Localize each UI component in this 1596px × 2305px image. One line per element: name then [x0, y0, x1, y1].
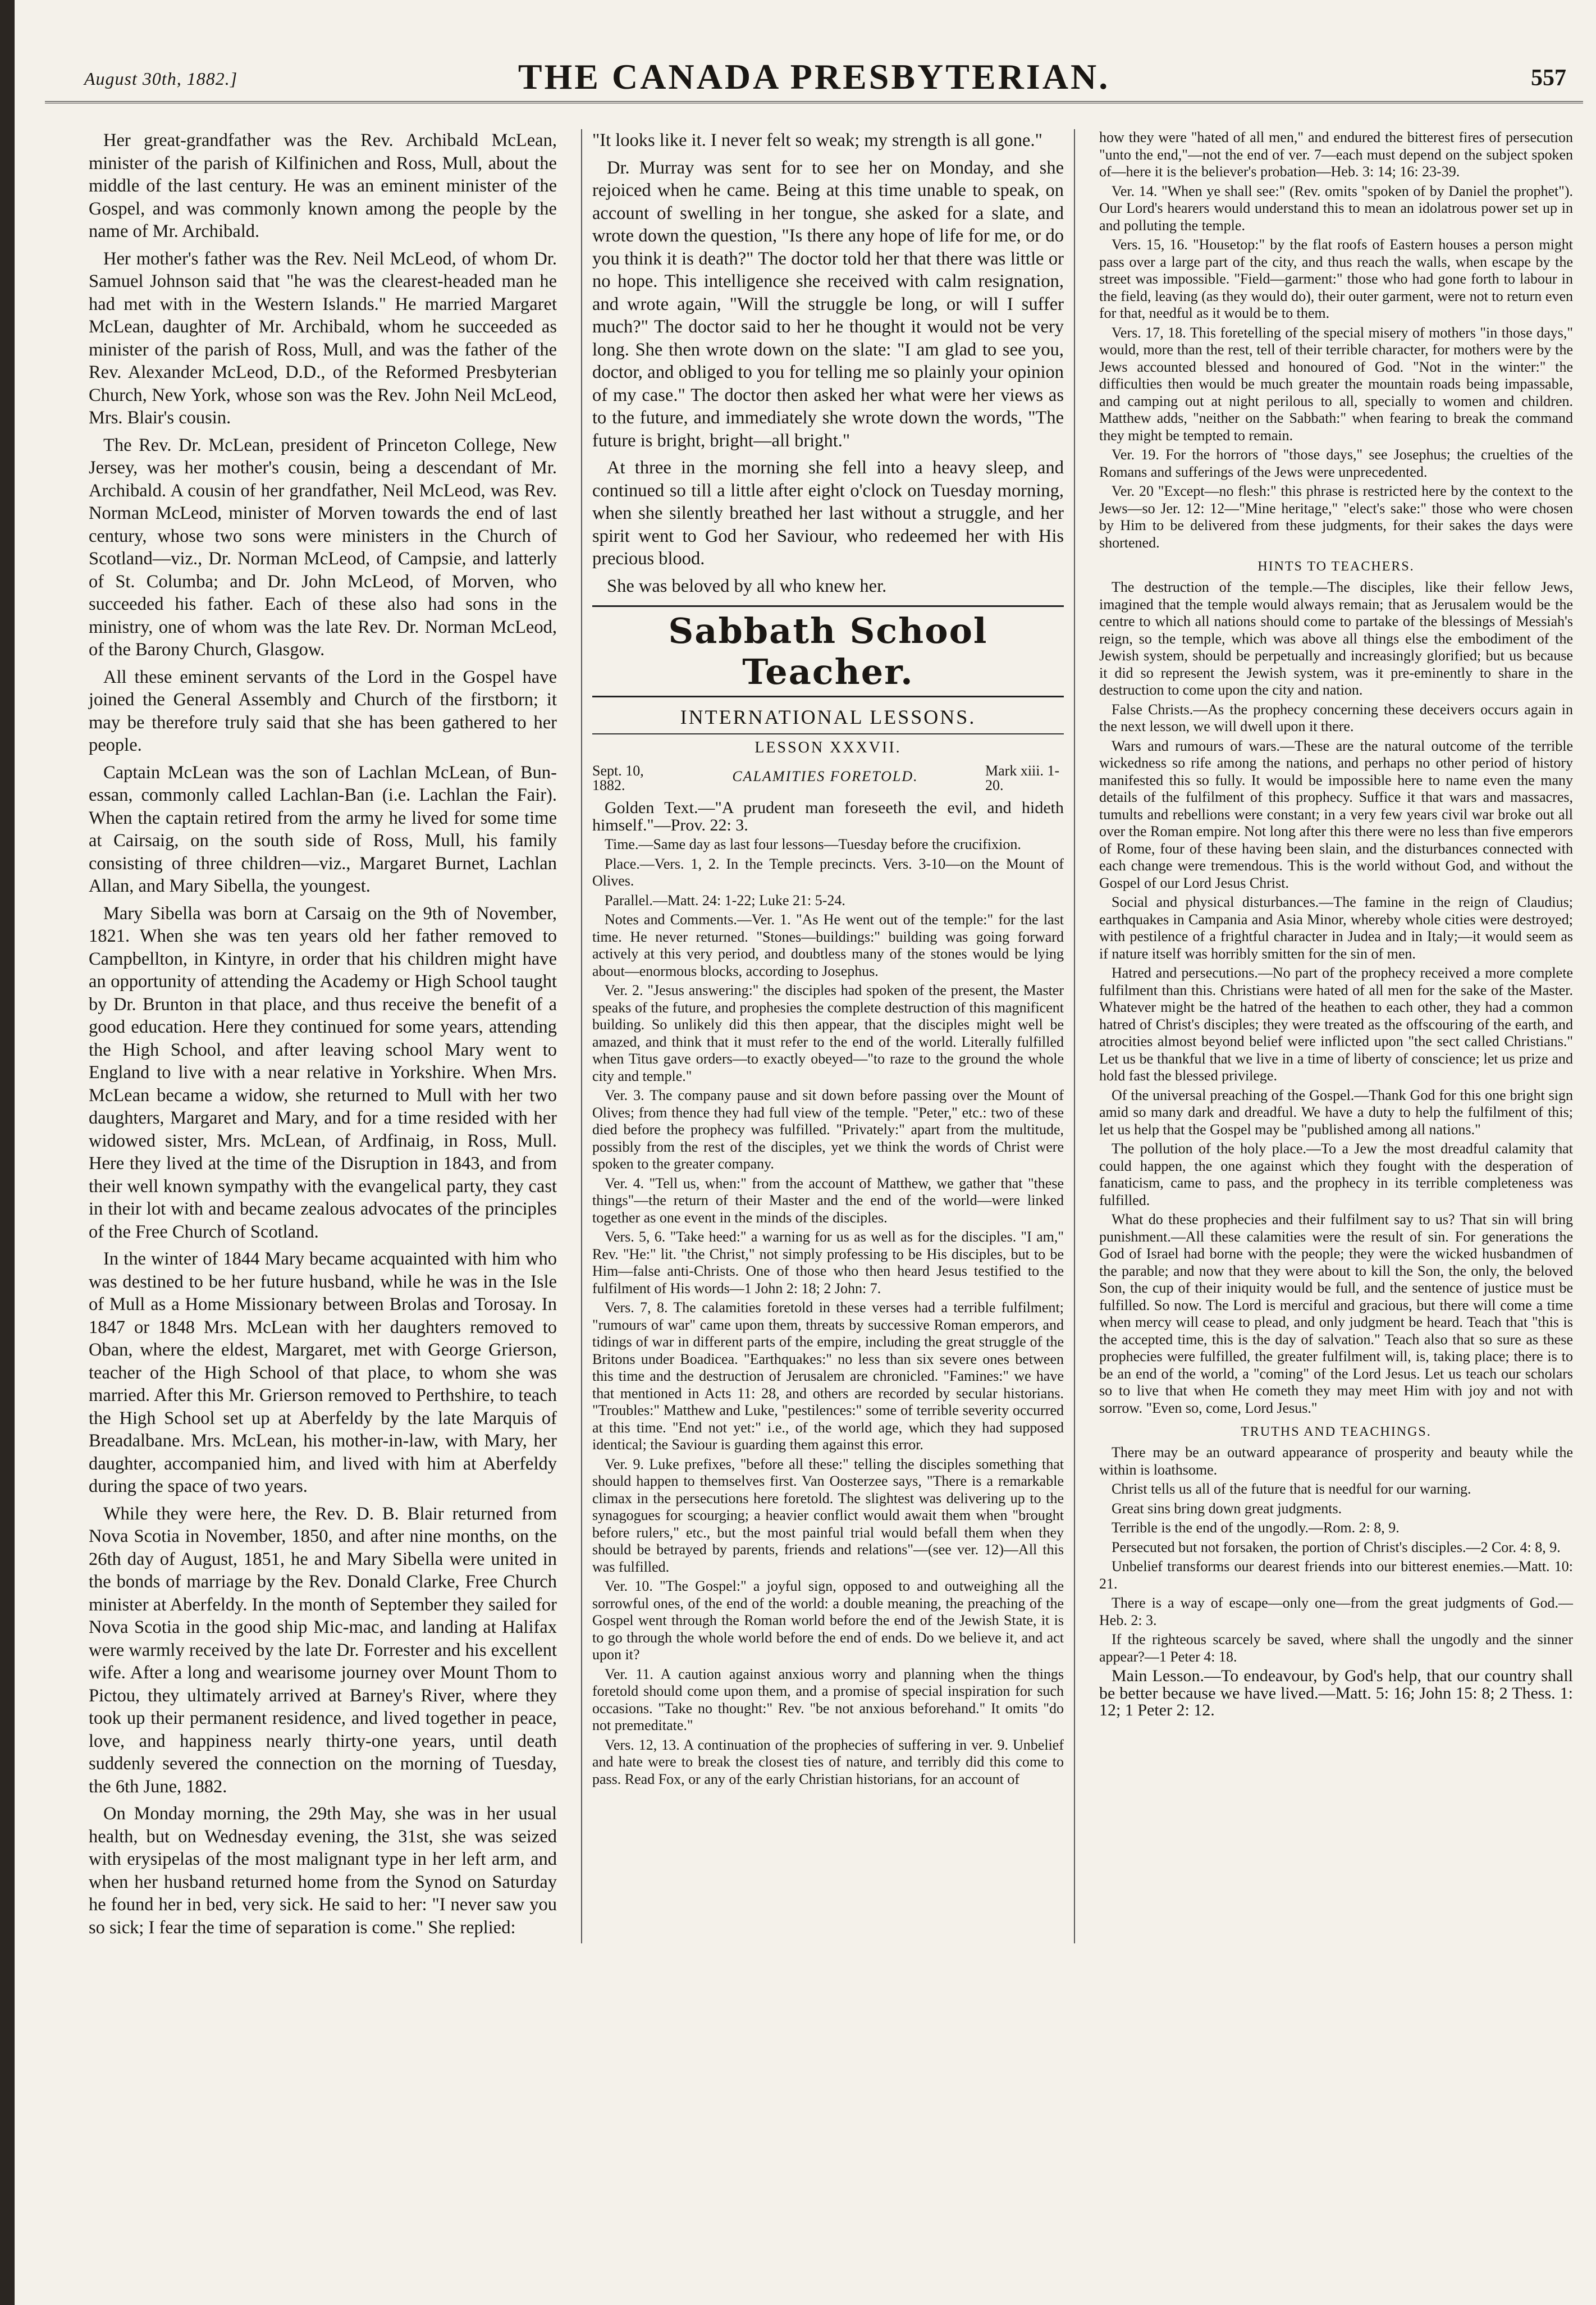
column-hints	[1089, 129, 1583, 1943]
paragraph: Her mother's father was the Rev. Neil McLeod, of whom Dr. Samuel Johnson said that "he was the clearest-headed man he had met with in the Western Islands." He married Margaret McLean, daughter of Mr. Archibald, whom he succeeded as minister of the parish of Ross, Mull, and was the father of the Rev. Alexander McLeod, D.D., of the Reformed Presbyterian Church, New York, whose son was the Rev. John Neil McLeod, Mrs. Blair's cousin.	[89, 248, 557, 428]
paragraph: Ver. 19. For the horrors of "those days," see Josephus; the cruelties of the Romans and sufferings of the Jews were unprecedented.	[1099, 446, 1573, 480]
paragraph: Place.—Vers. 1, 2. In the Temple precincts. Vers. 3-10—on the Mount of Olives.	[592, 855, 1064, 889]
paragraph: Ver. 10. "The Gospel:" a joyful sign, opposed to and outweighing all the sorrowful ones, of the end of the world: a double meaning, the preaching of the Gospel went through the Roman world before the end of the Jewish State, it is to go through the whole world before the end of ends. Do we believe it, and act upon it?	[592, 1578, 1064, 1663]
lesson-title: CALAMITIES FORETOLD.	[732, 768, 918, 784]
paragraph: The pollution of the holy place.—To a Jew the most dreadful calamity that could happen, the one against which they fought with the desperation of fanaticism, came to pass, and the prophecy in its terrible completeness was fulfilled.	[1099, 1140, 1573, 1208]
section-heading: INTERNATIONAL LESSONS.	[680, 706, 976, 728]
columns	[79, 129, 1583, 1943]
paragraph: Mary Sibella was born at Carsaig on the 9th of November, 1821. When she was ten years old her father removed to Campbellton, in Kintyre, in order that his children might have an opportunity of attending the Academy or High School taught by Dr. Brunton in that place, and thus receive the benefit of a good education. Here they continued for some years, attending the High School, and after leaving school Mary went to England to live with a near relative in Yorkshire. When Mrs. McLean became a widow, she returned to Mull with her two daughters, Margaret and Mary, and for a time resided with her widowed sister, Mrs. McLean, of Ardfinaig, in Ross, Mull. Here they lived at the time of the Disruption in 1843, and from their well known sympathy with the evangelical party, they cast in their lot with and became zealous advocates of the principles of the Free Church of Scotland.	[89, 903, 557, 1242]
paragraph: There is a way of escape—only one—from the great judgments of God.—Heb. 2: 3.	[1099, 1595, 1573, 1628]
paragraph: Her great-grandfather was the Rev. Archibald McLean, minister of the parish of Kilfinichen and Ross, Mull, about the middle of the last century. He was an eminent minister of the Gospel, and was commonly known among the people by the name of Mr. Archibald.	[89, 130, 557, 241]
paragraph: Persecuted but not forsaken, the portion of Christ's disciples.—2 Cor. 4: 8, 9.	[1112, 1539, 1561, 1555]
paragraph: The Rev. Dr. McLean, president of Princeton College, New Jersey, was her mother's cousin, being a descendant of Mr. Archibald. A cousin of her grandfather, Neil McLeod, was Rev. Norman McLeod, minister of Morven towards the end of last century, whose two sons were ministers in the Church of Scotland—viz., Dr. Norman McLeod, of Campsie, and latterly of St. Columba; and Dr. John McLeod, of Morven, who succeeded his father. Each of these also had sons in the ministry, one of whom was the late Rev. Dr. Norman McLeod, of the Barony Church, Glasgow.	[89, 435, 557, 660]
lesson-header	[592, 764, 1064, 795]
section-heading: HINTS TO TEACHERS.	[1257, 559, 1415, 574]
paragraph: Vers. 5, 6. "Take heed:" a warning for us as well as for the disciples. "I am," Rev. "He:" lit. "the Christ," not simply professing to be His disciples, but to be Him—false anti-Christs. One of those who then heard Jesus testified to the fulfilment of His words—1 John 2: 18; 2 John: 7.	[592, 1229, 1064, 1297]
lesson-number: LESSON XXXVII.	[754, 739, 902, 756]
paragraph: Ver. 3. The company pause and sit down before passing over the Mount of Olives; from thence they had full view of the temple. "Peter," etc.: two of these died before the prophecy was fulfilled. "Privately:" apart from the multitude, possibly from the rest of the disciples, yet we think the words of Christ were spoken to the greater company.	[592, 1087, 1064, 1172]
paragraph: Ver. 20 "Except—no flesh:" this phrase is restricted here by the context to the Jews—so Jer. 12: 12—"Mine heritage," "elect's sake:" those who were chosen by Him to be delivered from these judgments, for their sakes the days were shortened.	[1099, 483, 1573, 551]
column-lessons	[581, 129, 1075, 1943]
lesson-reference: Mark xiii. 1-20.	[985, 763, 1060, 793]
divider	[592, 733, 1064, 734]
paragraph: Great sins bring down great judgments.	[1112, 1500, 1342, 1517]
paragraph: "It looks like it. I never felt so weak; my strength is all gone."	[592, 130, 1042, 150]
paragraph: Dr. Murray was sent for to see her on Monday, and she rejoiced when he came. Being at this time unable to speak, on account of swelling in her tongue, she asked for a slate, and wrote down the question, "Is there any hope of life for me, or do you think it is death?" The doctor told her that there was little or no hope. This intelligence she received with calm resignation, and wrote again, "Will the struggle be long, or will I suffer much?" The doctor said to her he thought it would not be very long. She then wrote down on the slate: "I am glad to see you, doctor, and obliged to you for telling me so plainly your opinion of my case." The doctor then asked her what were her views as to the future, and immediately she wrote down the words, "The future is bright, bright—all bright."	[592, 157, 1064, 451]
paragraph: There may be an outward appearance of prosperity and beauty while the within is loathsome.	[1099, 1444, 1573, 1478]
paragraph: Captain McLean was the son of Lachlan McLean, of Bun-essan, commonly called Lachlan-Ban (i.e. Lachlan the Fair). When the captain retired from the army he lived for some time at Cairsaig, on the south side of Ross, Mull, his family consisting of three children—viz., Margaret Burnet, Lachlan Allan, and Mary Sibella, the youngest.	[89, 762, 557, 896]
paragraph: Vers. 15, 16. "Housetop:" by the flat roofs of Eastern houses a person might pass over a large part of the city, and thus reach the walls, when escape by the street was impossible. "Field—garment:" those who had gone forth to labour in the field, leaving (as they would do), their outer garment, were not to return even for that, needful as it would be to them.	[1099, 236, 1573, 321]
paragraph: Vers. 7, 8. The calamities foretold in these verses had a terrible fulfilment; "rumours of war" came upon them, threats by successive Roman emperors, and tidings of war in different parts of the empire, including the great struggle of the Britons under Boadicea. "Earthquakes:" no less than six severe ones between this time and the destruction of Jerusalem are chronicled. "Famines:" we have that mentioned in Acts 11: 28, and others are recorded by secular historians. "Troubles:" Matthew and Luke, "pestilences:" some of terrible severity occurred at this time. "End not yet:" i.e., of the world age, which they had supposed identical; the Saviour is guarding them against this error.	[592, 1299, 1064, 1453]
page-number: 557	[1531, 65, 1566, 91]
paragraph: Terrible is the end of the ungodly.—Rom. 2: 8, 9.	[1112, 1519, 1400, 1536]
golden-text: Golden Text.—"A prudent man foreseeth the evil, and hideth himself."—Prov. 22: 3.	[592, 798, 1064, 834]
paragraph: Wars and rumours of wars.—These are the natural outcome of the terrible wickedness so rife among the nations, and perhaps no other period of history manifested this so fully. It would be impossible here to name even the many details of the fulfilment of this prophecy. Suffice it that wars and massacres, tumults and rebellions were constant; in a very few years civil war broke out all over the Roman empire. Not long after this there were no less than five emperors of Rome, four of these having been slain, and the disturbances connected with each change were tremendous. This is the world without God, and without the Gospel of our Lord Jesus Christ.	[1099, 737, 1573, 891]
paragraph: At three in the morning she fell into a heavy sleep, and continued so till a little after eight o'clock on Tuesday morning, when she silently breathed her last without a struggle, and her spirit went to God her Saviour, who redeemed her with His precious blood.	[592, 458, 1064, 569]
paragraph: In the winter of 1844 Mary became acquainted with him who was destined to be her future husband, while he was in the Isle of Mull as a Home Missionary between Brolas and Torosay. In 1847 or 1848 Mrs. McLean with her daughters removed to Oban, where the eldest, Margaret, met with George Grierson, teacher of the High School of that place, to whom she was married. After this Mr. Grierson removed to Perthshire, to teach the High School set up at Aberfeldy by the late Marquis of Breadalbane. Mrs. McLean, his mother-in-law, with Mary, her daughter, accompanied him, and lived with him at Aberfeldy during the space of two years.	[89, 1249, 557, 1496]
paragraph: Vers. 12, 13. A continuation of the prophecies of suffering in ver. 9. Unbelief and hate were to break the closest ties of nature, and terribly did this come to pass. Read Fox, or any of the early Christian historians, for an account of	[592, 1736, 1064, 1787]
paragraph: Social and physical disturbances.—The famine in the reign of Claudius; earthquakes in Campania and Asia Minor, whereby whole cities were destroyed; with pestilence of a frightful character in Judea and in Italy;—it would seem as if nature itself was horribly smitten for the sin of men.	[1099, 894, 1573, 962]
newspaper-page	[45, 34, 1583, 1938]
column-obituary	[79, 129, 567, 1943]
masthead	[45, 34, 1583, 103]
issue-date: August 30th, 1882.]	[84, 69, 238, 89]
paragraph: Parallel.—Matt. 24: 1-22; Luke 21: 5-24.	[605, 892, 845, 909]
paragraph: If the righteous scarcely be saved, where shall the ungodly and the sinner appear?—1 Peter 4: 18.	[1099, 1631, 1573, 1665]
paragraph: Ver. 4. "Tell us, when:" from the account of Matthew, we gather that "these things"—the return of their Master and the end of the world—were linked together as one event in the minds of the disciples.	[592, 1175, 1064, 1226]
paragraph: Ver. 11. A caution against anxious worry and planning when the things foretold should come upon them, and a promise of special inspiration for such occasions. "Take no thought:" Rev. "be not anxious beforehand." It omits "do not premeditate."	[592, 1665, 1064, 1733]
paragraph: What do these prophecies and their fulfilment say to us? That sin will bring punishment.—All these calamities were the result of sin. For generations the God of Israel had borne with the people; they were the wicked husbandmen of the parable; and now that they were about to kill the Son, the only, the beloved Son, the cup of their iniquity would be full, and the sentence of justice must be fulfilled. So now. The Lord is merciful and gracious, but there will come a time when mercy will cease to plead, and only judgment be heard. Teach that "this is the accepted time, this is the day of salvation." Teach also that so sure as these prophecies were fulfilled, the greater fulfilment will, is, taking place; there is to be an end of the world, a "coming" of the Lord Jesus. Let us teach our scholars so to live that when He cometh they may meet Him with joy and not with sorrow. "Even so, come, Lord Jesus."	[1099, 1211, 1573, 1416]
paragraph: On Monday morning, the 29th May, she was in her usual health, but on Wednesday evening, the 31st, she was seized with erysipelas of the most malignant type in her left arm, and when her husband returned home from the Synod on Saturday he found her in bed, very sick. He said to her: "I never saw you so sick; I fear the time of separation is come." She replied:	[89, 1804, 557, 1938]
paragraph: Hatred and persecutions.—No part of the prophecy received a more complete fulfilment than this. Christians were hated of all men for the sake of the Master. Whatever might be the hatred of the heathen to each other, they had a common hatred of Christ's disciples; they were treated as the offscouring of the earth, and atrocities almost beyond belief were inflicted upon "the sect called Christians." Let us be thankful that we live in a time of liberty of conscience; let us prize and hold fast the blessed privilege.	[1099, 965, 1573, 1084]
paragraph: All these eminent servants of the Lord in the Gospel have joined the General Assembly and Church of the firstborn; it may be therefore truly said that she has been gathered to her people.	[89, 667, 557, 755]
paragraph: Time.—Same day as last four lessons—Tuesday before the crucifixion.	[605, 836, 1021, 852]
paragraph: Vers. 17, 18. This foretelling of the special misery of mothers "in those days," would, more than the rest, tell of their terrible character, for mothers were by the Jews accounted blessed and honoured of God. "Not in the winter:" the difficulties then would be much greater the mountain roads being impassable, and camping out at night perilous to all, specially to women and children. Matthew adds, "neither on the Sabbath:" when fearing to break the command they might be tempted to remain.	[1099, 324, 1573, 444]
paragraph: how they were "hated of all men," and endured the bitterest fires of persecution "unto the end,"—not the end of ver. 7—each must depend on the subject spoken of—here it is the believer's probation—Heb. 3: 14; 16: 23-39.	[1099, 129, 1573, 180]
section-heading: TRUTHS AND TEACHINGS.	[1241, 1425, 1432, 1439]
main-lesson: Main Lesson.—To endeavour, by God's help, that our country shall be better because we have lived.—Matt. 5: 16; John 15: 8; 2 Thess. 1: 12; 1 Peter 2: 12.	[1099, 1667, 1573, 1719]
section-banner: Sabbath School Teacher.	[592, 605, 1064, 697]
paragraph: Unbelief transforms our dearest friends into our bitterest enemies.—Matt. 10: 21.	[1099, 1558, 1573, 1592]
paragraph: Christ tells us all of the future that is needful for our warning.	[1112, 1481, 1471, 1497]
paragraph: False Christs.—As the prophecy concerning these deceivers occurs again in the next lesson, we will dwell upon it there.	[1099, 701, 1573, 734]
paragraph: Ver. 9. Luke prefixes, "before all these:" telling the disciples something that should happen to themselves first. Van Oosterzee says, "There is a remarkable climax in the persecutions here foretold. The slightest was delivering up to the synagogues for scourging; a heavier conflict would await them when "brought before rulers," etc., but the most painful trial would befall them when they should be betrayed by parents, friends and relations"—(see ver. 12)—All this was fulfilled.	[592, 1455, 1064, 1575]
page-edge-shadow	[0, 0, 15, 2305]
paragraph: The destruction of the temple.—The disciples, like their fellow Jews, imagined that the temple would always remain; that as Jerusalem would be the centre to which all nations should come to partake of the blessings of Messiah's reign, so the temple, which was above all things else the embodiment of the Jewish system, should be perpetually and increasingly glorified; but us because it did so represent the Jewish system, was it pre-eminently to share in the destruction to come upon the city and nation.	[1099, 579, 1573, 698]
paragraph: Of the universal preaching of the Gospel.—Thank God for this one bright sign amid so many dark and dreadful. We have a duty to help the fulfilment of this; let us help that the Gospel may be "published among all nations."	[1099, 1087, 1573, 1138]
paragraph: While they were here, the Rev. D. B. Blair returned from Nova Scotia in November, 1850, and after nine months, on the 26th day of August, 1851, he and Mary Sibella were united in the bonds of marriage by the Rev. Donald Clarke, Free Church minister at Aberfeldy. In the month of September they sailed for Nova Scotia in the good ship Mic-mac, and landing at Halifax were warmly received by the late Dr. Forrester and his excellent wife. After a long and wearisome journey over Mount Thom to Pictou, they ultimately arrived at Barney's River, where they took up their permanent residence, and lived together in peace, love, and happiness nearly thirty-one years, until death suddenly severed the connection on the morning of Tuesday, the 6th June, 1882.	[89, 1503, 557, 1797]
lesson-date: Sept. 10, 1882.	[592, 763, 644, 793]
newspaper-title: THE CANADA PRESBYTERIAN.	[518, 57, 1110, 97]
paragraph: Ver. 2. "Jesus answering:" the disciples had spoken of the present, the Master speaks of the future, and prophesies the complete destruction of this magnificent building. So unlikely did this then appear, that the disciples might well be amazed, and think that it must refer to the end of the world. Literally fulfilled when Titus gave orders—to exactly obeyed—"to raze to the ground the whole city and temple."	[592, 982, 1064, 1084]
paragraph: She was beloved by all who knew her.	[607, 576, 887, 596]
paragraph: Notes and Comments.—Ver. 1. "As He went out of the temple:" for the last time. He never returned. "Stones—buildings:" building was going forward actively at this very period, and doubtless many of the stones would be lying about—enormous blocks, according to Josephus.	[592, 911, 1064, 979]
paragraph: Ver. 14. "When ye shall see:" (Rev. omits "spoken of by Daniel the prophet"). Our Lord's hearers would understand this to mean an idolatrous power set up in and polluting the temple.	[1099, 182, 1573, 234]
